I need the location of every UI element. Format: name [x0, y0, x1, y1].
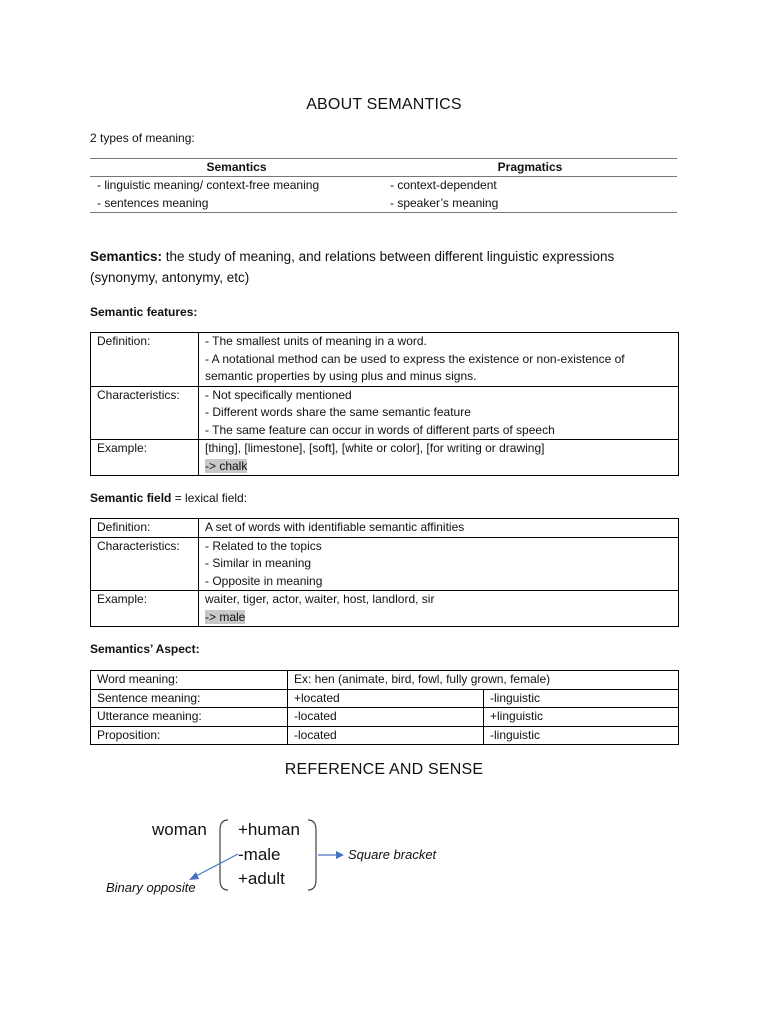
types-label: 2 types of meaning:	[90, 131, 195, 145]
diagram-feature: +human	[238, 820, 300, 839]
example-line: waiter, tiger, actor, waiter, host, landlord, sir	[205, 592, 435, 606]
aspect-cell: -linguistic	[484, 726, 679, 745]
definition-line: - The smallest units of meaning in a word.	[205, 334, 427, 348]
aspect-cell: +linguistic	[484, 708, 679, 727]
diagram-word: woman	[152, 820, 207, 839]
table-row	[91, 591, 679, 627]
header-pragmatics: Pragmatics	[497, 160, 563, 174]
features-heading: Semantic features:	[90, 305, 198, 319]
table-row	[91, 333, 679, 387]
characteristics-line: - The same feature can occur in words of different parts of speech	[205, 422, 555, 437]
page-title: ABOUT SEMANTICS	[306, 96, 462, 113]
aspect-label: Word meaning:	[91, 671, 288, 690]
aspect-cell: -linguistic	[484, 689, 679, 708]
characteristics-line: - Similar in meaning	[205, 556, 312, 570]
field-definition-label: Definition:	[91, 519, 199, 538]
binary-opposite-label: Binary opposite	[106, 880, 196, 895]
features-definition-label: Definition:	[91, 333, 199, 387]
aspect-label: Proposition:	[91, 726, 288, 745]
characteristics-line: - Related to the topics	[205, 538, 322, 553]
characteristics-line: - Opposite in meaning	[205, 573, 323, 588]
features-table	[90, 332, 679, 476]
table-row	[91, 726, 679, 745]
aspect-cell: -located	[288, 708, 484, 727]
left-bracket	[220, 820, 228, 890]
feature-diagram	[100, 812, 500, 912]
example-result: -> male	[205, 609, 246, 624]
semantics-term: Semantics:	[90, 249, 163, 264]
table-row	[91, 537, 679, 591]
aspect-cell: +located	[288, 689, 484, 708]
features-definition-value	[199, 333, 679, 387]
table-row	[91, 708, 679, 727]
characteristics-line: - Not specifically mentioned	[205, 387, 352, 402]
aspect-word-meaning-value: Ex: hen (animate, bird, fowl, fully grown, female)	[288, 671, 679, 690]
binary-opposite-arrowhead	[189, 872, 199, 880]
features-example-label: Example:	[91, 440, 199, 476]
right-bracket	[308, 820, 316, 890]
table-row	[91, 519, 679, 538]
field-heading-term: Semantic field	[90, 491, 172, 505]
meaning-table	[90, 158, 677, 214]
table-row	[91, 671, 679, 690]
binary-opposite-arrow	[196, 854, 238, 876]
example-line: [thing], [limestone], [soft], [white or color], [for writing or drawing]	[205, 441, 545, 455]
semantics-definition	[90, 246, 650, 288]
semantics-text: the study of meaning, and relations between different linguistic expressions (synonymy, antonymy, etc)	[90, 249, 615, 285]
features-example-value	[199, 440, 679, 476]
aspect-label: Sentence meaning:	[91, 689, 288, 708]
features-characteristics-label: Characteristics:	[91, 386, 199, 440]
pragmatics-row: - speaker’s meaning	[390, 196, 499, 210]
diagram-feature: +adult	[238, 869, 285, 888]
table-row	[91, 440, 679, 476]
field-heading	[90, 491, 247, 505]
table-row	[91, 689, 679, 708]
semantics-row: - linguistic meaning/ context-free meaning	[97, 178, 320, 192]
field-example-label: Example:	[91, 591, 199, 627]
example-result: -> chalk	[205, 458, 248, 473]
aspect-table	[90, 670, 679, 745]
table-row	[91, 386, 679, 440]
aspect-label: Utterance meaning:	[91, 708, 288, 727]
features-characteristics-value	[199, 386, 679, 440]
header-semantics: Semantics	[206, 160, 267, 174]
square-bracket-arrowhead	[336, 851, 344, 859]
field-definition-value: A set of words with identifiable semantic affinities	[199, 519, 679, 538]
diagram-graphics	[100, 812, 500, 912]
characteristics-line: - Different words share the same semantic feature	[205, 405, 471, 419]
aspect-heading: Semantics’ Aspect:	[90, 642, 200, 656]
field-characteristics-label: Characteristics:	[91, 537, 199, 591]
field-heading-rest: = lexical field:	[171, 491, 248, 505]
reference-title: REFERENCE AND SENSE	[284, 761, 484, 778]
aspect-cell: -located	[288, 726, 484, 745]
pragmatics-row: - context-dependent	[390, 178, 497, 192]
field-characteristics-value	[199, 537, 679, 591]
diagram-feature: -male	[238, 845, 281, 864]
semantics-row: - sentences meaning	[97, 196, 209, 210]
field-table	[90, 518, 679, 627]
definition-line: - A notational method can be used to express the existence or non-existence of semantic properties by using plus and minus signs.	[205, 351, 625, 383]
square-bracket-label: Square bracket	[348, 847, 437, 862]
field-example-value	[199, 591, 679, 627]
